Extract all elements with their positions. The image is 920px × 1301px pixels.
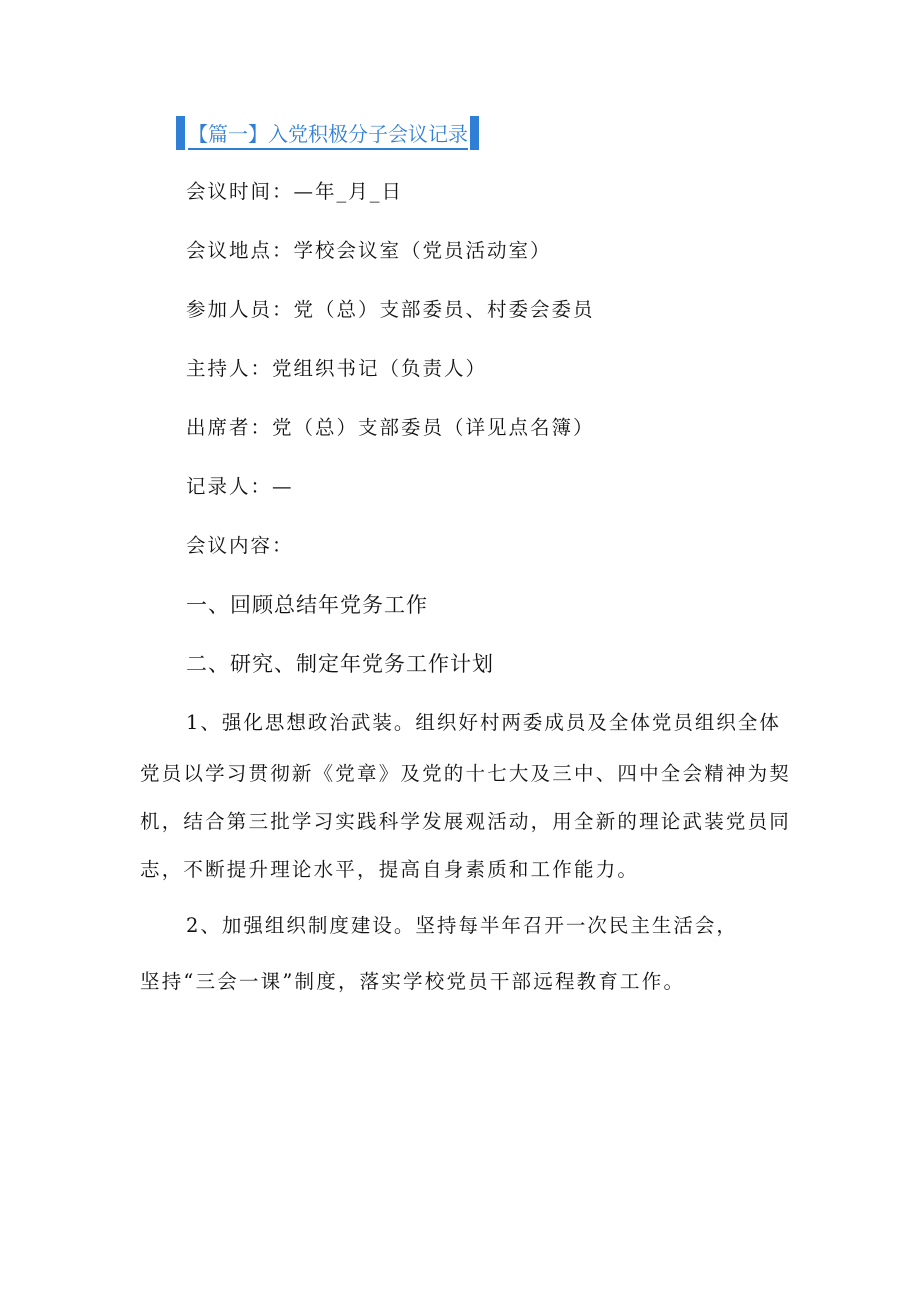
document-title [176, 108, 479, 150]
paragraph1-line3: 机，结合第三批学习实践科学发展观活动，用全新的理论武装党员同 [140, 810, 792, 833]
meeting-place: 会议地点：学校会议室（党员活动室） [186, 239, 552, 262]
title-left-bar [176, 116, 185, 150]
meeting-attendees: 出席者：党（总）支部委员（详见点名簿） [186, 416, 595, 439]
meeting-content-label: 会议内容： [186, 534, 294, 557]
paragraph1-line4: 志，不断提升理论水平，提高自身素质和工作能力。 [140, 858, 640, 881]
paragraph2-line2: 坚持“三会一课”制度，落实学校党员干部远程教育工作。 [140, 970, 686, 993]
meeting-participants: 参加人员：党（总）支部委员、村委会委员 [186, 298, 595, 321]
meeting-time: 会议时间：—年_月_日 [186, 180, 404, 203]
meeting-recorder: 记录人：— [186, 475, 294, 498]
meeting-host: 主持人：党组织书记（负责人） [186, 357, 488, 380]
paragraph1-line2: 党员以学习贯彻新《党章》及党的十七大及三中、四中全会精神为契 [140, 762, 792, 785]
title-text: 【篇一】入党积极分子会议记录 [188, 122, 468, 150]
section-heading-one: 一、回顾总结年党务工作 [186, 593, 428, 617]
title-right-bar [470, 116, 479, 150]
paragraph1-line1: 1、强化思想政治武装。组织好村两委成员及全体党员组织全体 [186, 711, 781, 734]
section-heading-two: 二、研究、制定年党务工作计划 [186, 652, 494, 676]
paragraph2-line1: 2、加强组织制度建设。坚持每半年召开一次民主生活会， [186, 914, 738, 937]
